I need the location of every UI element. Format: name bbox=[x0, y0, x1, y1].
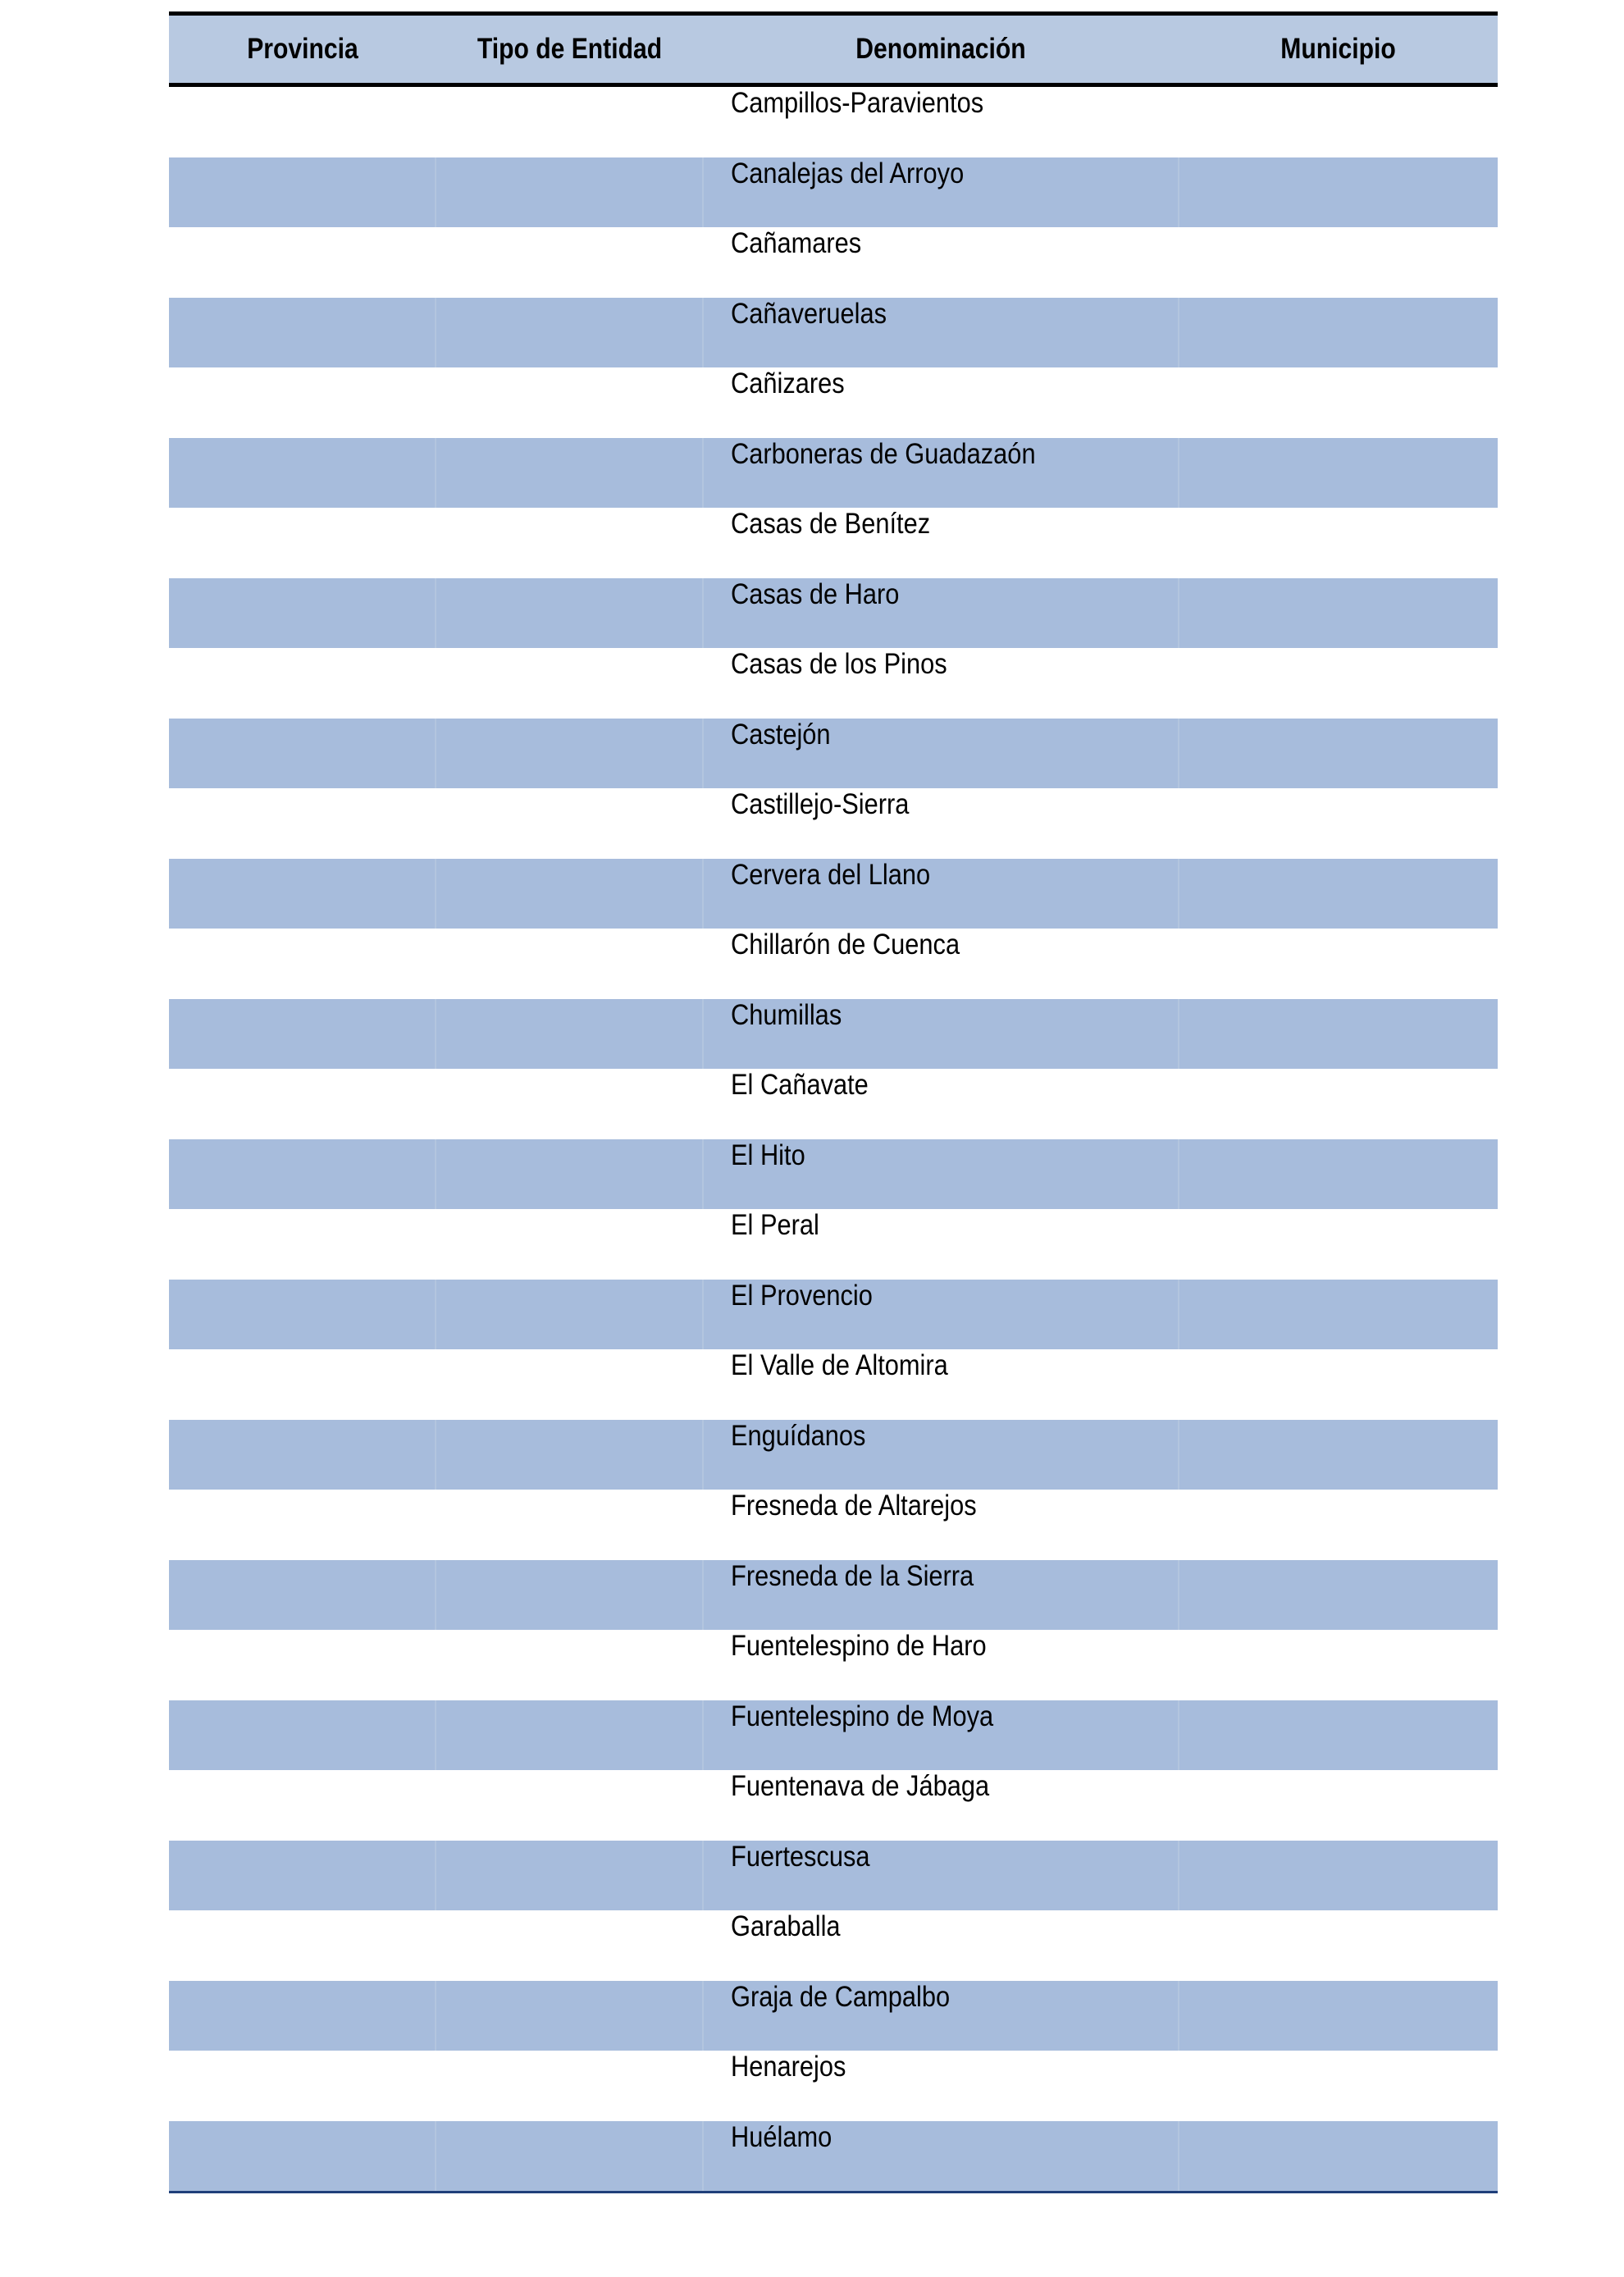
table-row bbox=[169, 1280, 1498, 1350]
table-row bbox=[169, 298, 1498, 368]
denominacion-cell: Casas de Benítez bbox=[731, 508, 931, 540]
header-denominacion: Denominación bbox=[855, 33, 1026, 65]
table-row bbox=[169, 1981, 1498, 2051]
table-row bbox=[169, 157, 1498, 228]
denominacion-cell: Fuentelespino de Moya bbox=[731, 1700, 994, 1732]
denominacion-cell: Carboneras de Guadazaón bbox=[731, 437, 1036, 470]
table-row bbox=[169, 1910, 1498, 1981]
table-row bbox=[169, 1139, 1498, 1210]
entity-table bbox=[169, 11, 1498, 2193]
denominacion-cell: Huélamo bbox=[731, 2120, 833, 2153]
table-row bbox=[169, 1420, 1498, 1490]
denominacion-cell: Casas de Haro bbox=[731, 577, 900, 610]
denominacion-cell: El Hito bbox=[731, 1138, 805, 1171]
denominacion-cell: El Cañavate bbox=[731, 1069, 869, 1101]
denominacion-cell: Enguídanos bbox=[731, 1419, 866, 1452]
table-row bbox=[169, 2121, 1498, 2192]
denominacion-cell: Garaballa bbox=[731, 1910, 841, 1942]
denominacion-cell: Graja de Campalbo bbox=[731, 1980, 951, 2013]
denominacion-cell: Cañamares bbox=[731, 227, 862, 259]
table-row bbox=[169, 1490, 1498, 1560]
denominacion-cell: Castillejo-Sierra bbox=[731, 788, 910, 820]
denominacion-cell: Cañaveruelas bbox=[731, 297, 887, 330]
table-row bbox=[169, 1630, 1498, 1700]
table-row bbox=[169, 1209, 1498, 1280]
denominacion-cell: El Peral bbox=[731, 1209, 819, 1241]
table-row bbox=[169, 1700, 1498, 1771]
denominacion-cell: Fuentenava de Jábaga bbox=[731, 1770, 990, 1802]
table-row bbox=[169, 2051, 1498, 2121]
denominacion-cell: Cañizares bbox=[731, 367, 845, 399]
table-row bbox=[169, 227, 1498, 298]
denominacion-cell: Fresneda de la Sierra bbox=[731, 1559, 974, 1592]
denominacion-cell: Cervera del Llano bbox=[731, 858, 931, 891]
table-row bbox=[169, 578, 1498, 649]
table-row bbox=[169, 1560, 1498, 1631]
denominacion-cell: Henarejos bbox=[731, 2051, 846, 2083]
table-row bbox=[169, 859, 1498, 929]
denominacion-cell: El Valle de Altomira bbox=[731, 1349, 948, 1381]
header-municipio: Municipio bbox=[1280, 33, 1396, 65]
table-row bbox=[169, 999, 1498, 1070]
denominacion-cell: Chillarón de Cuenca bbox=[731, 929, 960, 961]
denominacion-cell: Fuertescusa bbox=[731, 1840, 870, 1873]
denominacion-cell: Casas de los Pinos bbox=[731, 648, 947, 680]
denominacion-cell: Fuentelespino de Haro bbox=[731, 1630, 987, 1662]
table-bottom-rule bbox=[169, 2191, 1498, 2193]
table-row bbox=[169, 87, 1498, 157]
table-body bbox=[169, 87, 1498, 2191]
table-row bbox=[169, 1069, 1498, 1139]
table-row bbox=[169, 508, 1498, 578]
table-row bbox=[169, 929, 1498, 999]
denominacion-cell: Fresneda de Altarejos bbox=[731, 1490, 977, 1522]
table-row bbox=[169, 719, 1498, 789]
table-row bbox=[169, 438, 1498, 509]
table-row bbox=[169, 1349, 1498, 1420]
denominacion-cell: Chumillas bbox=[731, 998, 842, 1031]
table-row bbox=[169, 367, 1498, 438]
table-row bbox=[169, 648, 1498, 719]
denominacion-cell: Canalejas del Arroyo bbox=[731, 157, 965, 189]
denominacion-cell: Castejón bbox=[731, 718, 831, 751]
header-provincia: Provincia bbox=[247, 33, 358, 65]
table-row bbox=[169, 788, 1498, 859]
denominacion-cell: Campillos-Paravientos bbox=[731, 87, 984, 119]
denominacion-cell: El Provencio bbox=[731, 1279, 873, 1312]
table-header bbox=[169, 11, 1498, 87]
table-row bbox=[169, 1841, 1498, 1911]
header-tipo-entidad: Tipo de Entidad bbox=[477, 33, 663, 65]
table-row bbox=[169, 1770, 1498, 1841]
